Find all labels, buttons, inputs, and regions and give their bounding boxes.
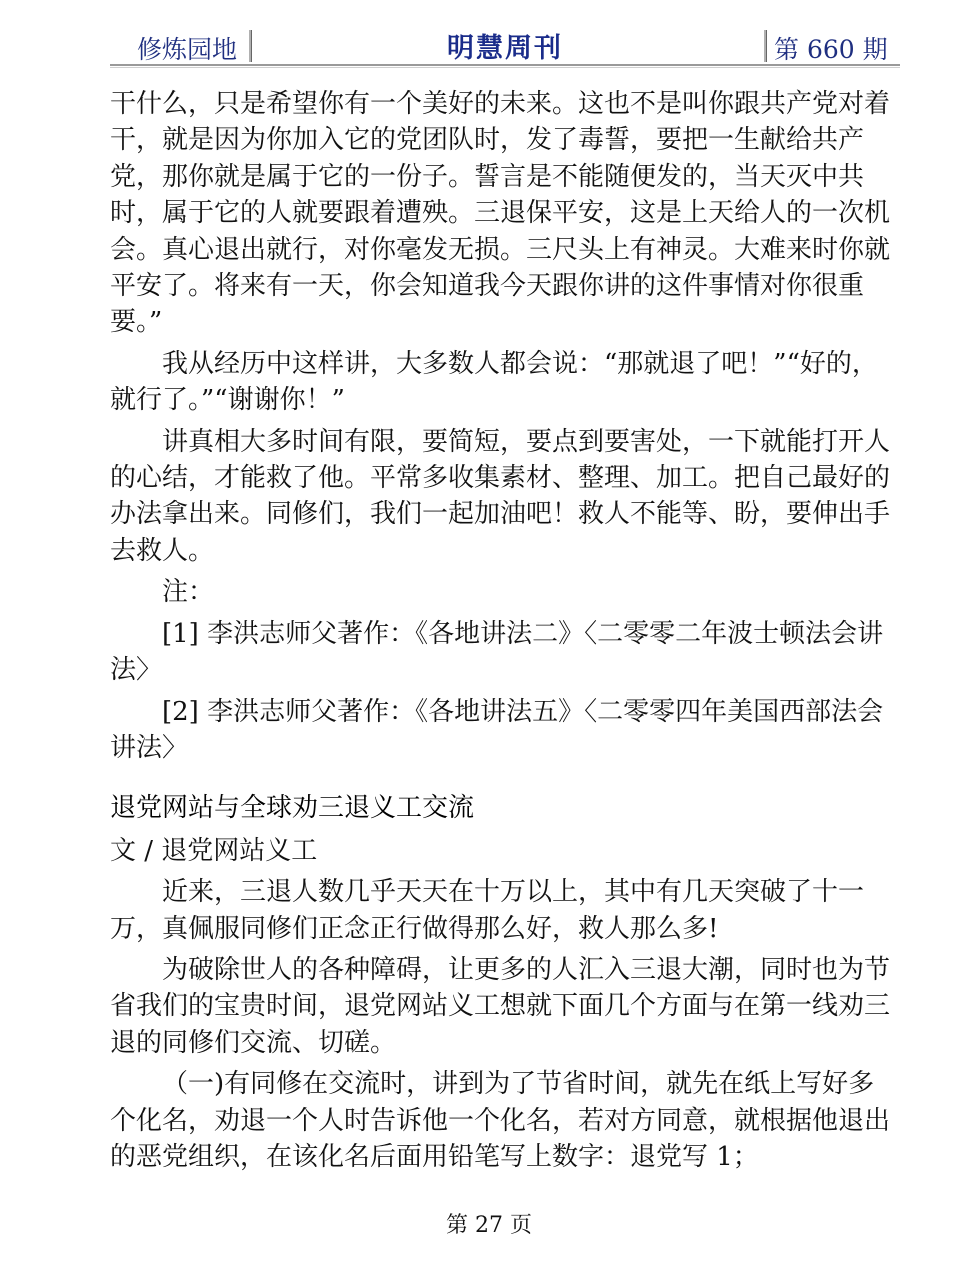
article-title: 退党网站与全球劝三退义工交流 — [110, 793, 475, 824]
issue-number: 第 660 期 — [774, 35, 888, 64]
page-body — [110, 86, 900, 1175]
section-name: 修炼园地 — [137, 35, 238, 64]
paragraph: 干什么，只是希望你有一个美好的未来。这也不是叫你跟共产党对着干，就是因为你加入它的党团队时，发了毒誓，要把一生献给共产党，那你就是属于它的一份子。誓言是不能随便发的，当天灭中共时，属于它的人就要跟着遭殃。三退保平安，这是上天给人的一次机会。真心退出就行，对你毫发无损。三尺头上有神灵。大难来时你就平安了。将来有一天，你会知道我今天跟你讲的这件事情对你很重要。” — [110, 89, 891, 338]
publication-title: 明慧周刊 — [447, 33, 563, 64]
header-divider — [764, 30, 767, 62]
header-rule-thin — [110, 67, 900, 68]
paragraph: 讲真相大多时间有限，要简短，要点到要害处，一下就能打开人的心结，才能救了他。平常多收集素材、整理、加工。把自己最好的办法拿出来。同修们，我们一起加油吧！救人不能等、盼，要伸出手去救人。 — [110, 426, 891, 566]
notes-label: 注： — [162, 577, 215, 608]
paragraph: 近来，三退人数几乎天天在十万以上，其中有几天突破了十一万，真佩服同修们正念正行做得那么好，救人那么多! — [110, 877, 865, 944]
page-number: 第 27 页 — [446, 1213, 532, 1238]
footnote: [1] 李洪志师父著作：《各地讲法二》〈二零零二年波士顿法会讲法〉 — [110, 618, 884, 686]
paragraph: 为破除世人的各种障碍，让更多的人汇入三退大潮，同时也为节省我们的宝贵时间，退党网站义工想就下面几个方面与在第一线劝三退的同修们交流、切磋。 — [110, 954, 891, 1058]
footnote: [2] 李洪志师父著作：《各地讲法五》〈二零零四年美国西部法会讲法〉 — [110, 696, 884, 763]
article-author: 文 / 退党网站义工 — [110, 835, 318, 866]
paragraph: （一)有同修在交流时，讲到为了节省时间，就先在纸上写好多个化名，劝退一个人时告诉他一个化名，若对方同意，就根据他退出的恶党组织，在该化名后面用铅笔写上数字：退党写 1； — [110, 1069, 891, 1172]
paragraph: 我从经历中这样讲，大多数人都会说：“那就退了吧！”“好的，就行了。”“谢谢你！” — [110, 348, 878, 416]
header-rule — [110, 64, 900, 66]
page-header — [110, 26, 900, 68]
